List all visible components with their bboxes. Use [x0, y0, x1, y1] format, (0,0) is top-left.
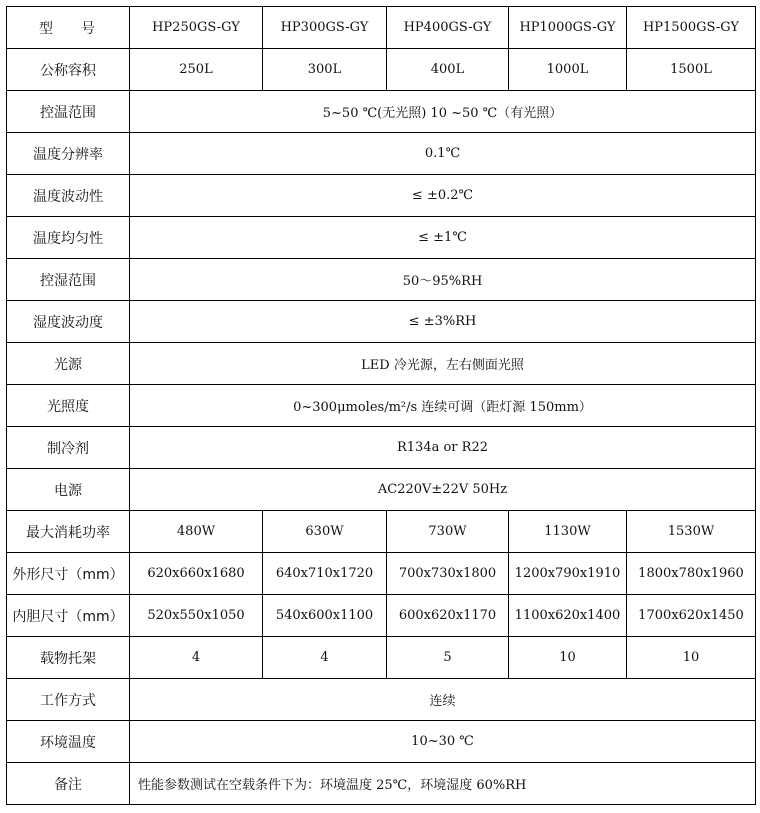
value-cell: 50～95%RH [130, 259, 756, 301]
value-cell: 1130W [509, 511, 627, 553]
model-cell: HP250GS-GY [130, 7, 263, 49]
value-cell: 730W [387, 511, 509, 553]
model-label: 型号 [7, 7, 130, 49]
work-mode-row [7, 679, 756, 721]
value-cell: 1200x790x1910 [509, 553, 627, 595]
value-cell: 640x710x1720 [263, 553, 387, 595]
value-cell: 250L [130, 49, 263, 91]
row-label: 控温范围 [7, 91, 130, 133]
value-cell: 连续 [130, 679, 756, 721]
row-label: 光源 [7, 343, 130, 385]
outer-size-row [7, 553, 756, 595]
value-cell: LED 冷光源，左右侧面光照 [130, 343, 756, 385]
model-cell: HP300GS-GY [263, 7, 387, 49]
row-label: 内胆尺寸（mm） [7, 595, 130, 637]
max-power-row [7, 511, 756, 553]
row-label: 制冷剂 [7, 427, 130, 469]
value-cell: 0~300μmoles/m²/s 连续可调（距灯源 150mm） [130, 385, 756, 427]
remark-row [7, 763, 756, 805]
power-supply-row [7, 469, 756, 511]
temp-uniformity-row [7, 217, 756, 259]
row-label: 备注 [7, 763, 130, 805]
value-cell: 5 [387, 637, 509, 679]
temp-fluctuation-row [7, 175, 756, 217]
value-cell: 5~50 ℃(无光照) 10 ~50 ℃（有光照） [130, 91, 756, 133]
humidity-fluctuation-row [7, 301, 756, 343]
model-cell: HP1500GS-GY [627, 7, 756, 49]
row-label: 湿度波动度 [7, 301, 130, 343]
value-cell: ≤ ±3%RH [130, 301, 756, 343]
spec-table [6, 6, 756, 805]
row-label: 公称容积 [7, 49, 130, 91]
value-cell: 1100x620x1400 [509, 595, 627, 637]
row-label: 温度波动性 [7, 175, 130, 217]
ambient-temp-row [7, 721, 756, 763]
header-row [7, 7, 756, 49]
value-cell: 4 [263, 637, 387, 679]
temp-resolution-row [7, 133, 756, 175]
value-cell: 10~30 ℃ [130, 721, 756, 763]
value-cell: 600x620x1170 [387, 595, 509, 637]
capacity-row [7, 49, 756, 91]
inner-size-row [7, 595, 756, 637]
value-cell: 1500L [627, 49, 756, 91]
value-cell: 620x660x1680 [130, 553, 263, 595]
humidity-range-row [7, 259, 756, 301]
row-label: 温度均匀性 [7, 217, 130, 259]
value-cell: 10 [627, 637, 756, 679]
row-label: 环境温度 [7, 721, 130, 763]
light-source-row [7, 343, 756, 385]
row-label: 载物托架 [7, 637, 130, 679]
value-cell: 0.1℃ [130, 133, 756, 175]
value-cell: 700x730x1800 [387, 553, 509, 595]
value-cell: 4 [130, 637, 263, 679]
value-cell: 480W [130, 511, 263, 553]
row-label: 工作方式 [7, 679, 130, 721]
value-cell: 300L [263, 49, 387, 91]
row-label: 控湿范围 [7, 259, 130, 301]
value-cell: 性能参数测试在空载条件下为：环境温度 25℃，环境湿度 60%RH [130, 763, 756, 805]
row-label: 电源 [7, 469, 130, 511]
value-cell: R134a or R22 [130, 427, 756, 469]
row-label: 最大消耗功率 [7, 511, 130, 553]
value-cell: 540x600x1100 [263, 595, 387, 637]
row-label: 温度分辨率 [7, 133, 130, 175]
row-label: 外形尺寸（mm） [7, 553, 130, 595]
value-cell: AC220V±22V 50Hz [130, 469, 756, 511]
shelves-row [7, 637, 756, 679]
value-cell: 400L [387, 49, 509, 91]
value-cell: 1530W [627, 511, 756, 553]
value-cell: ≤ ±0.2℃ [130, 175, 756, 217]
row-label: 光照度 [7, 385, 130, 427]
value-cell: 10 [509, 637, 627, 679]
value-cell: ≤ ±1℃ [130, 217, 756, 259]
model-cell: HP400GS-GY [387, 7, 509, 49]
value-cell: 630W [263, 511, 387, 553]
value-cell: 1000L [509, 49, 627, 91]
value-cell: 1700x620x1450 [627, 595, 756, 637]
illuminance-row [7, 385, 756, 427]
refrigerant-row [7, 427, 756, 469]
value-cell: 520x550x1050 [130, 595, 263, 637]
temp-range-row [7, 91, 756, 133]
model-cell: HP1000GS-GY [509, 7, 627, 49]
value-cell: 1800x780x1960 [627, 553, 756, 595]
